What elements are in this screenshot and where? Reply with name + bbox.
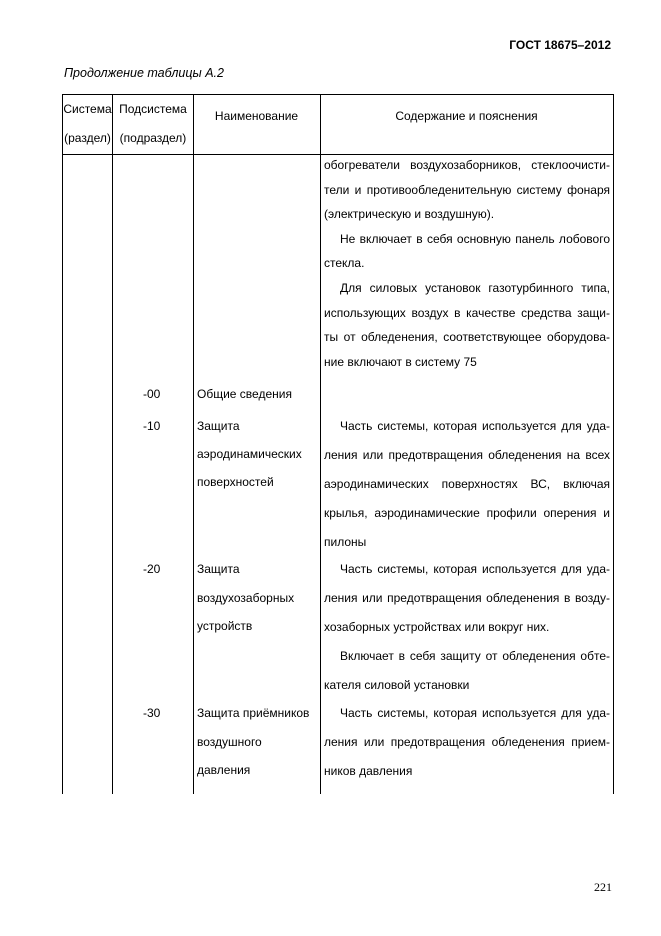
header-subsystem-line2: (подраздел) [119,131,187,145]
col-border-1 [112,94,113,794]
subsystem-name-line: воздухозаборных [197,591,295,605]
subsystem-code: -00 [143,387,161,401]
content-line: ние включают в систему 75 [324,354,477,369]
subsystem-name-line: Защита приёмников [197,706,310,720]
content-line: Включает в себя защиту от обледенения обте- [340,649,610,663]
header-system [62,95,113,153]
col-border-2 [193,94,194,794]
content-line: использующих воздух в качестве средства защи- [324,305,610,320]
content-line: Часть системы, которая используется для уда- [340,419,610,433]
content-line: (электрическую и воздушную). [324,207,495,222]
content-line: ления или предотвращения обледенения прием- [324,735,610,749]
content-line: аэродинамических поверхностях ВС, включая [324,477,610,491]
content-line: ления или предотвращения обледенения в возду- [324,591,610,605]
subsystem-name-line: Защита [197,562,240,576]
table-caption: Продолжение таблицы А.2 [64,66,224,80]
subsystem-name-line: Защита [197,419,240,433]
col-border-3 [320,94,321,794]
content-line: Для силовых установок газотурбинного типа, [340,280,610,295]
content-line: ников давления [324,764,413,778]
standard-number: ГОСТ 18675–2012 [509,38,611,52]
content-line: хозаборных устройствах или вокруг них. [324,620,550,634]
intro-text [324,153,610,374]
subsystem-code: -20 [143,562,161,576]
content-line: Часть системы, которая используется для уда- [340,706,610,720]
col-border-left [62,94,63,794]
subsystem-code: -10 [143,419,161,433]
header-system-line2: (раздел) [64,131,111,145]
row-content [324,412,610,557]
header-subsystem-line1: Подсистема [119,102,187,116]
row-content [324,555,610,700]
col-border-right [613,94,614,794]
subsystem-name-line: воздушного [197,735,262,749]
content-line: тели и противообледенительную систему фонаря [324,182,610,197]
subsystem-name-line: устройств [197,619,253,633]
header-subsystem [113,95,193,153]
content-line: кателя силовой установки [324,678,470,692]
content-line: Часть системы, которая используется для уда- [340,562,610,576]
header-content: Содержание и пояснения [395,109,538,123]
row-content [324,699,610,786]
content-line: пилоны [324,535,367,549]
subsystem-name-line: Общие сведения [197,387,292,401]
header-system-line1: Система [63,102,112,116]
subsystem-code: -30 [143,706,161,720]
subsystem-name-line: давления [197,763,251,777]
content-line: Не включает в себя основную панель лобового [340,231,610,246]
subsystem-name-line: аэродинамических [197,447,302,461]
content-line: ления или предотвращения обледенения на всех [324,448,610,462]
content-line: стекла. [324,256,365,271]
content-line: обогреватели воздухозаборников, стеклоочисти- [324,158,610,172]
page-number: 221 [594,880,612,894]
header-name: Наименование [214,109,299,123]
content-line: крылья, аэродинамические профили оперения и [324,506,610,520]
content-line: ты от обледенения, соответствующее оборудова- [324,330,610,345]
subsystem-name-line: поверхностей [197,475,274,489]
